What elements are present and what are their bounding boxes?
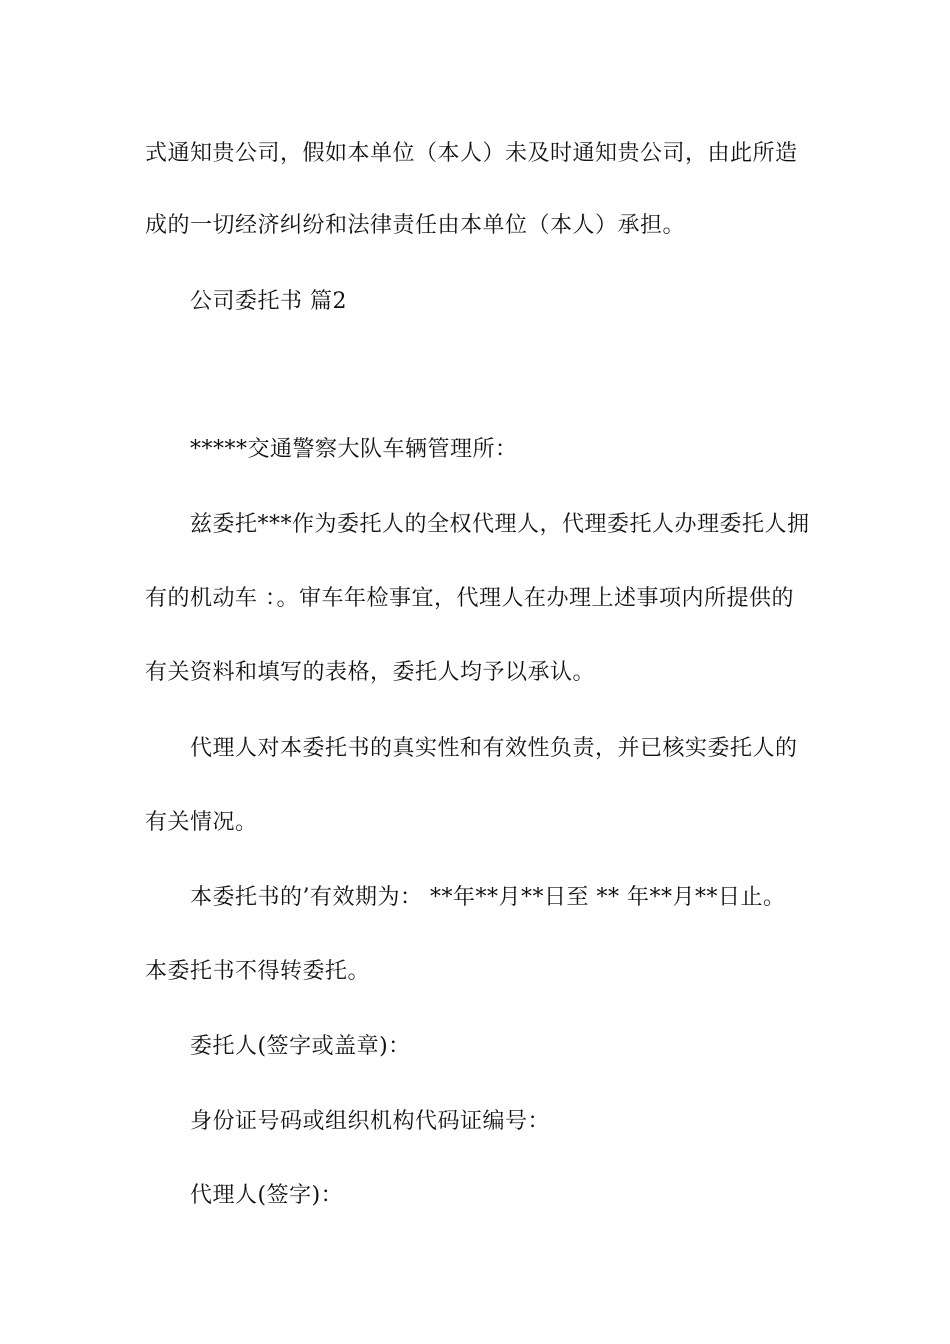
- transfer-restriction-line: 本委托书不得转委托。: [145, 959, 371, 984]
- validity-line: 本委托书的’有效期为： **年**月**日至 ** 年**月**日止。: [190, 885, 786, 910]
- agent-signature-label: 代理人(签字)：: [190, 1183, 344, 1208]
- authorization-line-1: 兹委托***作为委托人的全权代理人，代理委托人办理委托人拥: [190, 512, 810, 537]
- responsibility-line-2: 有关情况。: [145, 810, 258, 835]
- responsibility-line-1: 代理人对本委托书的真实性和有效性负责，并已核实委托人的: [190, 736, 798, 761]
- principal-signature-label: 委托人(签字或盖章)：: [190, 1034, 411, 1059]
- section-heading: 公司委托书 篇2: [190, 289, 347, 314]
- id-number-label: 身份证号码或组织机构代码证编号：: [190, 1109, 551, 1134]
- authorization-line-3: 有关资料和填写的表格，委托人均予以承认。: [145, 660, 596, 685]
- authorization-line-2: 有的机动车 ：。审车年检事宜，代理人在办理上述事项内所提供的: [145, 586, 794, 611]
- addressee-line: *****交通警察大队车辆管理所：: [190, 437, 518, 462]
- paragraph-line-1: 式通知贵公司，假如本单位（本人）未及时通知贵公司，由此所造: [145, 141, 798, 166]
- paragraph-line-2: 成的一切经济纠纷和法律责任由本单位（本人）承担。: [145, 213, 686, 238]
